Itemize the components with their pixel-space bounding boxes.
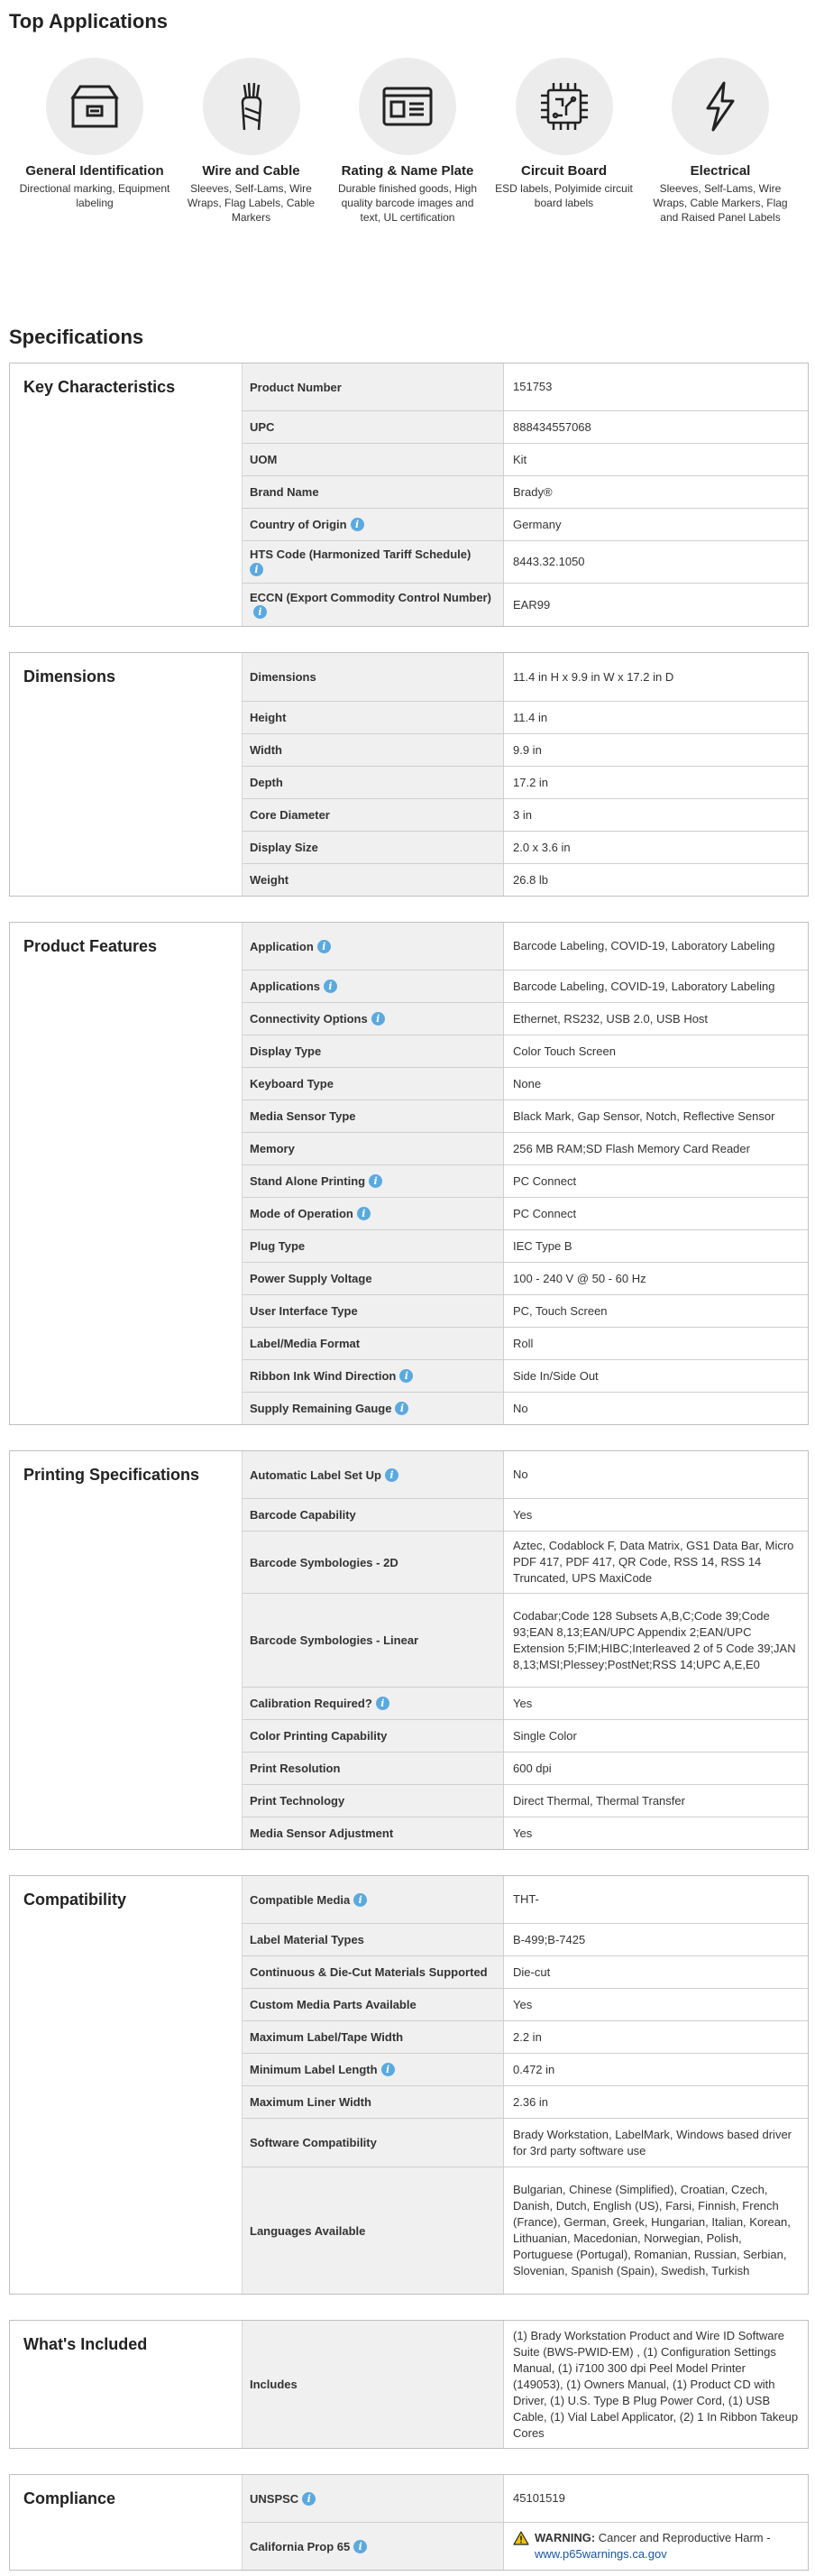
spec-row: [243, 1003, 808, 1035]
spec-row: [243, 2119, 808, 2167]
spec-value: 8443.32.1050: [513, 555, 585, 568]
spec-row: [243, 2054, 808, 2086]
box-icon: [68, 79, 122, 133]
spec-row: [243, 1688, 808, 1720]
spec-label: Maximum Label/Tape Width: [243, 2021, 504, 2053]
specifications-title: Specifications: [9, 326, 144, 348]
spec-value: Brady Workstation, LabelMark, Windows based driver for 3rd party software use: [513, 2127, 792, 2157]
info-icon[interactable]: i: [376, 1697, 389, 1710]
spec-label: Width: [243, 734, 504, 766]
spec-row: [243, 799, 808, 832]
spec-value: Die-cut: [513, 1964, 551, 1979]
spec-group-title: Compliance: [10, 2475, 243, 2570]
spec-row: [243, 1165, 808, 1198]
info-icon[interactable]: i: [353, 2540, 367, 2553]
spec-row: [243, 734, 808, 767]
spec-group-compliance: [9, 2474, 809, 2571]
spec-label: Software Compatibility: [243, 2119, 504, 2167]
spec-label: Dimensions: [243, 653, 504, 701]
spec-value: Single Color: [513, 1728, 577, 1743]
prop65-warning: [504, 2523, 808, 2570]
warning-triangle-icon: [513, 2531, 529, 2545]
spec-row: [243, 2086, 808, 2119]
spec-value: 100 - 240 V @ 50 - 60 Hz: [513, 1271, 646, 1285]
spec-label: Display Type: [243, 1035, 504, 1067]
spec-value: PC, Touch Screen: [513, 1303, 608, 1318]
spec-row: [243, 1100, 808, 1133]
info-icon[interactable]: i: [250, 563, 263, 576]
spec-row: [243, 1198, 808, 1230]
application-circuit-board[interactable]: [488, 58, 641, 253]
spec-group-title: What's Included: [10, 2321, 243, 2448]
spec-label: California Prop 65: [250, 2539, 351, 2553]
spec-value: 256 MB RAM;SD Flash Memory Card Reader: [513, 1141, 750, 1155]
spec-label: Application: [250, 939, 314, 953]
spec-group-whats-included: [9, 2320, 809, 2449]
spec-value: 2.2 in: [513, 2029, 542, 2044]
spec-label: ECCN (Export Commodity Control Number): [250, 590, 491, 604]
spec-row: [243, 971, 808, 1003]
spec-value: PC Connect: [513, 1206, 577, 1220]
spec-row: [243, 653, 808, 702]
application-description: Sleeves, Self-Lams, Wire Wraps, Flag Labels, Cable Markers: [187, 182, 316, 224]
top-applications-list: [0, 36, 815, 253]
spec-label: Product Number: [243, 363, 504, 410]
info-icon[interactable]: i: [357, 1207, 371, 1220]
spec-row: [243, 1532, 808, 1594]
spec-row: [243, 1035, 808, 1068]
spec-row: [243, 2523, 808, 2570]
spec-row: [243, 1720, 808, 1753]
spec-value: 0.472 in: [513, 2062, 555, 2076]
spec-group-title: Compatibility: [10, 1876, 243, 2294]
spec-row: [243, 1133, 808, 1165]
spec-label: Ribbon Ink Wind Direction: [250, 1369, 397, 1383]
spec-group-printing-specifications: [9, 1450, 809, 1850]
spec-row: [243, 444, 808, 476]
spec-label: Supply Remaining Gauge: [250, 1402, 392, 1415]
spec-value: THT-: [513, 1892, 539, 1906]
spec-row: [243, 1876, 808, 1924]
spec-label: Applications: [250, 980, 321, 993]
spec-row: [243, 2321, 808, 2448]
spec-label: Print Technology: [243, 1785, 504, 1817]
spec-value: EAR99: [513, 597, 551, 612]
warning-text: Cancer and Reproductive Harm -: [598, 2531, 771, 2544]
spec-label: Color Printing Capability: [243, 1720, 504, 1752]
spec-row: [243, 1956, 808, 1989]
application-rating-name-plate[interactable]: [331, 58, 484, 253]
spec-group-title: Product Features: [10, 923, 243, 1424]
spec-label: User Interface Type: [243, 1295, 504, 1327]
spec-label: Brand Name: [243, 476, 504, 508]
spec-value: Kit: [513, 452, 527, 466]
spec-row: [243, 363, 808, 411]
spec-label: Connectivity Options: [250, 1012, 368, 1026]
spec-row: [243, 1817, 808, 1849]
spec-value: Yes: [513, 1507, 533, 1522]
spec-label: Keyboard Type: [243, 1068, 504, 1099]
info-icon[interactable]: i: [324, 980, 337, 993]
application-title: Wire and Cable: [202, 163, 300, 179]
spec-value: 3 in: [513, 807, 532, 822]
info-icon[interactable]: i: [302, 2492, 316, 2506]
spec-label: UNSPSC: [250, 2491, 299, 2506]
spec-label: Media Sensor Type: [243, 1100, 504, 1132]
spec-row: [243, 923, 808, 971]
spec-group-compatibility: [9, 1875, 809, 2295]
spec-row: [243, 2475, 808, 2523]
spec-value: Color Touch Screen: [513, 1044, 616, 1058]
spec-row: [243, 767, 808, 799]
spec-label: Barcode Symbologies - Linear: [243, 1594, 504, 1687]
spec-value: Brady®: [513, 484, 553, 499]
spec-label: Core Diameter: [243, 799, 504, 831]
spec-value: Ethernet, RS232, USB 2.0, USB Host: [513, 1011, 709, 1026]
info-icon[interactable]: i: [369, 1174, 382, 1188]
spec-value: 600 dpi: [513, 1761, 552, 1775]
lightning-bolt-icon: [693, 79, 747, 133]
application-general-identification[interactable]: [18, 58, 171, 253]
spec-label: Media Sensor Adjustment: [243, 1817, 504, 1849]
spec-value: 2.0 x 3.6 in: [513, 840, 571, 854]
info-icon[interactable]: i: [253, 605, 267, 619]
spec-label: Label/Media Format: [243, 1328, 504, 1359]
spec-label: Includes: [243, 2321, 504, 2448]
spec-row: [243, 1753, 808, 1785]
spec-row: [243, 584, 808, 626]
warning-label: WARNING:: [535, 2531, 596, 2544]
spec-value: 11.4 in: [513, 710, 548, 724]
spec-label: Stand Alone Printing: [250, 1174, 366, 1188]
spec-value: B-499;B-7425: [513, 1932, 586, 1946]
application-wire-and-cable[interactable]: [175, 58, 328, 253]
spec-value: 45101519: [513, 2491, 565, 2505]
spec-row: [243, 864, 808, 896]
info-icon[interactable]: i: [385, 1468, 398, 1482]
spec-label: Display Size: [243, 832, 504, 863]
spec-row: [243, 832, 808, 864]
spec-row: [243, 1360, 808, 1393]
spec-label: Height: [243, 702, 504, 733]
spec-value: None: [513, 1076, 542, 1090]
spec-label: Depth: [243, 767, 504, 798]
spec-row: [243, 1068, 808, 1100]
spec-value: Barcode Labeling, COVID-19, Laboratory Labeling: [513, 979, 775, 993]
spec-label: Label Material Types: [243, 1924, 504, 1955]
spec-group-title: Dimensions: [10, 653, 243, 896]
application-electrical[interactable]: [644, 58, 797, 253]
spec-row: [243, 509, 808, 541]
spec-row: [243, 2167, 808, 2294]
info-icon[interactable]: i: [317, 940, 331, 953]
spec-value: (1) Brady Workstation Product and Wire ID Software Suite (BWS-PWID-EM) , (1) Configuration Settings Manual, (1) i7100 300 dpi Peel Model Printer (149053), (1) Owners Manual, (1) Product CD with Driver, (1) U.S. Type B Plug Power Cord, (1) USB Cable, (1) Vial Label Applicator, (2) 1 In Ribbon Takeup Cores: [513, 2328, 799, 2440]
spec-value: Side In/Side Out: [513, 1368, 599, 1383]
spec-label: Compatible Media: [250, 1892, 351, 1907]
spec-value: Yes: [513, 1826, 533, 1840]
spec-label: Barcode Symbologies - 2D: [243, 1532, 504, 1593]
spec-label: Country of Origin: [250, 518, 347, 531]
spec-label: Plug Type: [243, 1230, 504, 1262]
spec-label: Languages Available: [243, 2167, 504, 2294]
spec-label: Continuous & Die-Cut Materials Supported: [243, 1956, 504, 1988]
spec-value: No: [513, 1467, 528, 1481]
spec-row: [243, 1230, 808, 1263]
spec-label: Print Resolution: [243, 1753, 504, 1784]
info-icon[interactable]: i: [395, 1402, 408, 1415]
application-title: General Identification: [25, 163, 164, 179]
spec-row: [243, 1295, 808, 1328]
spec-row: [243, 411, 808, 444]
spec-label: Power Supply Voltage: [243, 1263, 504, 1294]
application-title: Circuit Board: [520, 163, 607, 179]
spec-row: [243, 1989, 808, 2021]
spec-row: [243, 1499, 808, 1532]
wire-cable-icon: [224, 79, 279, 133]
spec-value: Yes: [513, 1997, 533, 2011]
spec-group-title: Key Characteristics: [10, 363, 243, 626]
application-description: Sleeves, Self-Lams, Wire Wraps, Cable Markers, Flag and Raised Panel Labels: [653, 182, 788, 224]
application-description: ESD labels, Polyimide circuit board labels: [495, 182, 633, 209]
spec-group-key-characteristics: [9, 363, 809, 627]
spec-label: Memory: [243, 1133, 504, 1164]
spec-row: [243, 1594, 808, 1688]
info-icon[interactable]: i: [351, 518, 364, 531]
spec-label: Maximum Liner Width: [243, 2086, 504, 2118]
spec-label: Automatic Label Set Up: [250, 1467, 381, 1482]
circuit-board-icon: [537, 79, 591, 133]
spec-value: Germany: [513, 517, 562, 531]
spec-row: [243, 476, 808, 509]
spec-row: [243, 1924, 808, 1956]
spec-value: 26.8 lb: [513, 872, 549, 887]
spec-value: 17.2 in: [513, 775, 549, 789]
spec-value: 151753: [513, 380, 553, 393]
spec-value: Barcode Labeling, COVID-19, Laboratory Labeling: [513, 939, 775, 952]
spec-value: Roll: [513, 1336, 534, 1350]
p65-warnings-link[interactable]: www.p65warnings.ca.gov: [535, 2547, 667, 2561]
spec-label: Barcode Capability: [243, 1499, 504, 1531]
application-title: Rating & Name Plate: [341, 163, 474, 179]
info-icon[interactable]: i: [399, 1369, 413, 1383]
spec-label: Minimum Label Length: [250, 2063, 378, 2076]
spec-label: Weight: [243, 864, 504, 896]
spec-label: UPC: [243, 411, 504, 443]
spec-row: [243, 2021, 808, 2054]
spec-value: Codabar;Code 128 Subsets A,B,C;Code 39;Code 93;EAN 8,13;EAN/UPC Appendix 2;EAN/UPC Extension 5;FIM;HIBC;Interleaved 2 of 5 Code 39;JAN 8,13;MSI;Plessey;PostNet;RSS 14;UPC A,E,E0: [513, 1608, 796, 1671]
info-icon[interactable]: i: [371, 1012, 385, 1026]
application-title: Electrical: [690, 163, 751, 179]
top-applications-title: Top Applications: [9, 10, 168, 32]
spec-value: Direct Thermal, Thermal Transfer: [513, 1793, 685, 1808]
spec-label: Calibration Required?: [250, 1697, 372, 1710]
spec-value: Yes: [513, 1696, 533, 1710]
application-description: Directional marking, Equipment labeling: [19, 182, 170, 209]
spec-value: Bulgarian, Chinese (Simplified), Croatian, Czech, Danish, Dutch, English (US), Farsi, Finnish, French (France), German, Greek, Hungarian, Italian, Korean, Lithuanian, Macedonian, Norwegian, Polish, Portuguese (Portugal), Romanian, Russian, Serbian, Slovenian, Spanish (Spain), Swedish, Turkish: [513, 2183, 791, 2277]
spec-group-product-features: [9, 922, 809, 1425]
spec-row: [243, 1451, 808, 1499]
spec-row: [243, 702, 808, 734]
spec-value: PC Connect: [513, 1173, 577, 1188]
spec-value: 11.4 in H x 9.9 in W x 17.2 in D: [513, 669, 674, 684]
spec-value: Aztec, Codablock F, Data Matrix, GS1 Data Bar, Micro PDF 417, PDF 417, QR Code, RSS 14, RSS 14 Truncated, UPS MaxiCode: [513, 1539, 794, 1585]
spec-group-title: Printing Specifications: [10, 1451, 243, 1849]
spec-row: [243, 1328, 808, 1360]
spec-label: Mode of Operation: [250, 1207, 353, 1220]
spec-label: UOM: [243, 444, 504, 475]
spec-value: 2.36 in: [513, 2094, 549, 2109]
info-icon[interactable]: i: [381, 2063, 395, 2076]
spec-value: 888434557068: [513, 419, 591, 434]
info-icon[interactable]: i: [353, 1893, 367, 1907]
spec-label: HTS Code (Harmonized Tariff Schedule): [250, 547, 472, 562]
spec-value: No: [513, 1401, 528, 1415]
spec-row: [243, 541, 808, 584]
application-description: Durable finished goods, High quality barcode images and text, UL certification: [337, 182, 478, 224]
spec-row: [243, 1785, 808, 1817]
spec-row: [243, 1263, 808, 1295]
name-plate-icon: [380, 79, 435, 133]
spec-row: [243, 1393, 808, 1424]
spec-value: IEC Type B: [513, 1238, 572, 1253]
spec-value: 9.9 in: [513, 742, 542, 757]
spec-label: Custom Media Parts Available: [243, 1989, 504, 2020]
spec-group-dimensions: [9, 652, 809, 897]
spec-value: Black Mark, Gap Sensor, Notch, Reflective Sensor: [513, 1109, 775, 1123]
